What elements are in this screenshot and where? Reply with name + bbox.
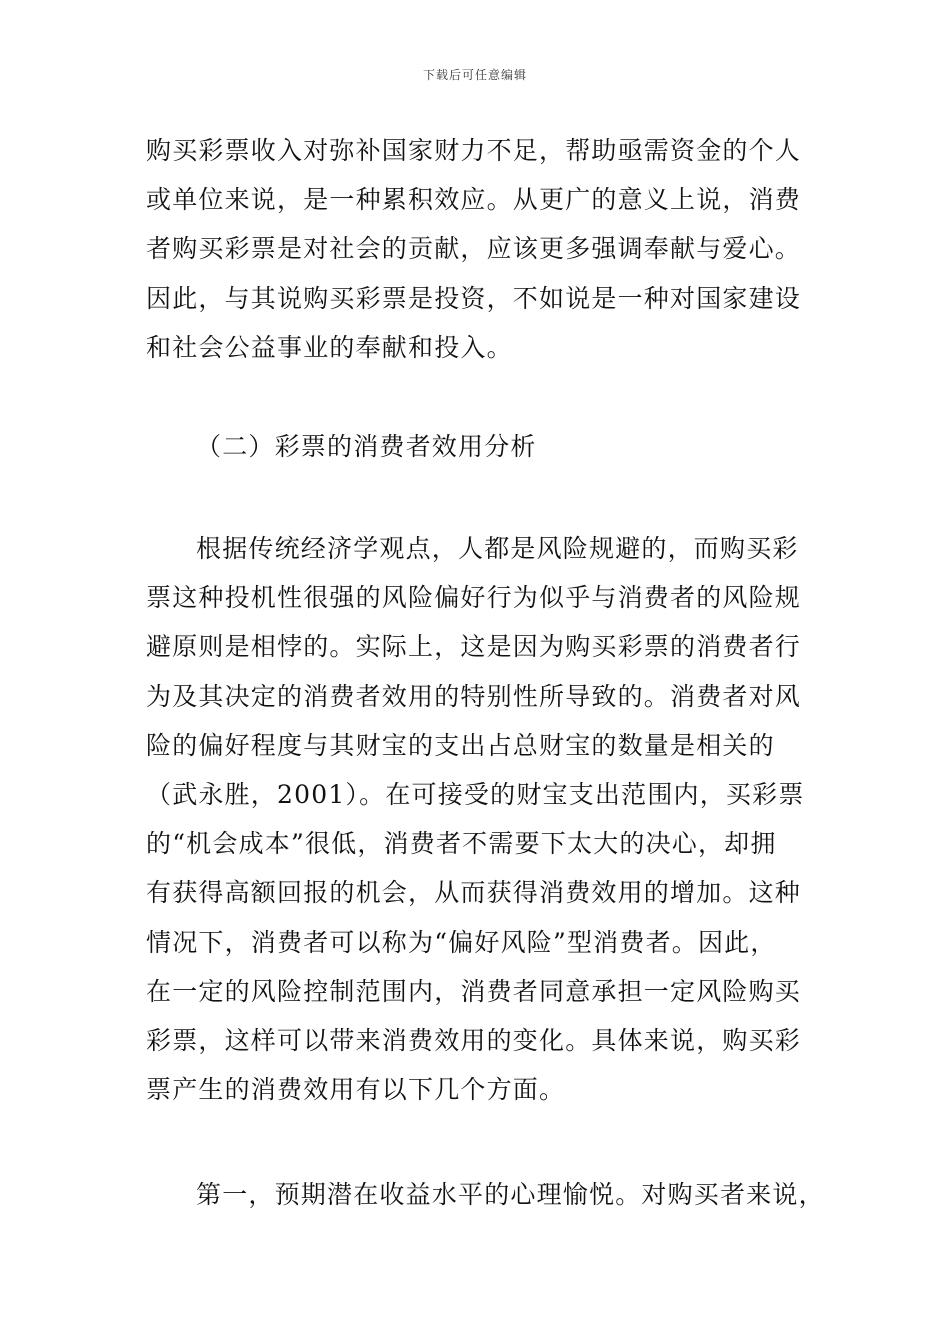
paragraph-line: 险的偏好程度与其财宝的支出占总财宝的数量是相关的 [146, 731, 775, 760]
paragraph-line: 情况下，消费者可以称为“偏好风险”型消费者。因此， [146, 928, 777, 957]
paragraph-line: 者购买彩票是对社会的贡献，应该更多强调奉献与爱心。 [146, 234, 802, 263]
paragraph-line: 和社会公益事业的奉献和投入。 [146, 333, 513, 362]
paragraph-line: 避原则是相悖的。实际上，这是因为购买彩票的消费者行 [146, 632, 802, 661]
paragraph-line: 因此，与其说购买彩票是投资，不如说是一种对国家建设 [146, 284, 802, 313]
paragraph-line: （武永胜，2001）。在可接受的财宝支出范围内，买彩票 [146, 780, 805, 809]
paragraph-line: 票这种投机性很强的风险偏好行为似乎与消费者的风险规 [146, 583, 802, 612]
paragraph-line: 购买彩票收入对弥补国家财力不足，帮助亟需资金的个人 [146, 136, 802, 165]
section-heading: （二）彩票的消费者效用分析 [196, 432, 537, 461]
paragraph-line: 或单位来说，是一种累积效应。从更广的意义上说，消费 [146, 185, 802, 214]
paragraph-line: 票产生的消费效用有以下几个方面。 [146, 1075, 566, 1104]
paragraph-line: 有获得高额回报的机会，从而获得消费效用的增加。这种 [146, 878, 802, 907]
paragraph-line: 的“机会成本”很低，消费者不需要下太大的决心，却拥 [146, 829, 777, 858]
page-header-note: 下载后可任意编辑 [422, 68, 527, 82]
paragraph-line: 为及其决定的消费者效用的特别性所导致的。消费者对风 [146, 682, 802, 711]
paragraph-line: 根据传统经济学观点，人都是风险规避的，而购买彩 [196, 534, 799, 563]
paragraph-line: 在一定的风险控制范围内，消费者同意承担一定风险购买 [146, 977, 802, 1006]
paragraph-line: 第一，预期潜在收益水平的心理愉悦。对购买者来说， [196, 1180, 825, 1209]
paragraph-line: 彩票，这样可以带来消费效用的变化。具体来说，购买彩 [146, 1026, 802, 1055]
